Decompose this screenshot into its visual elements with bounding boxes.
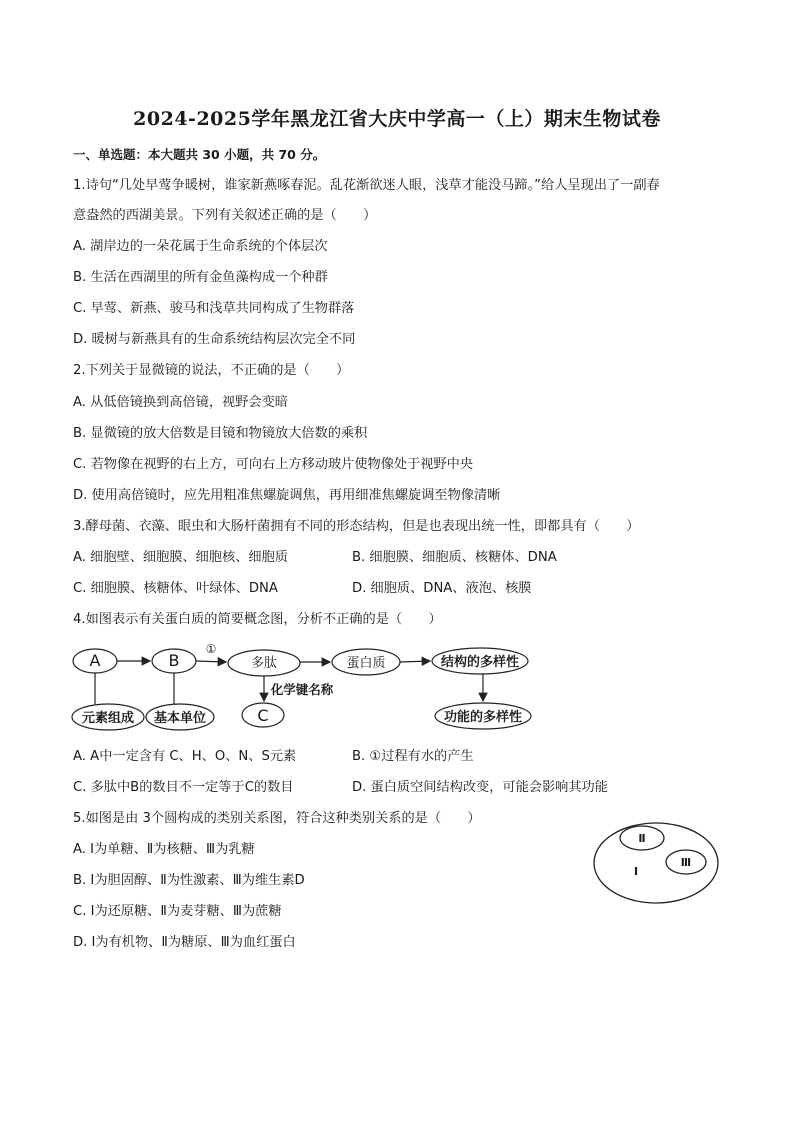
question-2-stem: 2.下列关于显微镜的说法，不正确的是（ ） (73, 363, 350, 378)
arrow-b-to-peptide (196, 661, 226, 662)
outer-circle-i (594, 823, 718, 903)
question-4-option-a: A. A中一定含有 C、H、O、N、S元素 (73, 749, 297, 764)
node-a-label: A (89, 651, 101, 670)
question-5-option-a: A. Ⅰ为单糖、Ⅱ为核糖、Ⅲ为乳糖 (73, 842, 255, 857)
arrow-protein-to-structure (400, 661, 430, 662)
structure-diversity-label: 结构的多样性 (440, 655, 520, 670)
question-1-option-a: A. 湖岸边的一朵花属于生命系统的个体层次 (73, 239, 328, 254)
label-iii: Ⅲ (680, 856, 692, 869)
question-1-stem-line-2: 意盎然的西湖美景。下列有关叙述正确的是（ ） (73, 208, 377, 223)
bond-name-label: 化学键名称 (270, 682, 334, 697)
question-3-option-d: D. 细胞质、DNA、液泡、核膜 (352, 581, 532, 596)
section-header: 一、单选题：本大题共 30 小题，共 70 分。 (73, 147, 326, 162)
basic-unit-label: 基本单位 (153, 711, 207, 726)
peptide-label: 多肽 (250, 656, 278, 671)
category-circles-diagram (586, 817, 726, 907)
question-5-stem: 5.如图是由 3个圆构成的类别关系图，符合这种类别关系的是（ ） (73, 811, 481, 826)
question-2-option-b: B. 显微镜的放大倍数是目镜和物镜放大倍数的乘积 (73, 426, 368, 441)
question-1-option-b: B. 生活在西湖里的所有金鱼藻构成一个种群 (73, 270, 328, 285)
question-3-option-c: C. 细胞膜、核糖体、叶绿体、DNA (73, 581, 278, 596)
function-diversity-label: 功能的多样性 (443, 710, 523, 725)
question-4-stem: 4.如图表示有关蛋白质的简要概念图，分析不正确的是（ ） (73, 612, 442, 627)
question-1-option-d: D. 暖树与新燕具有的生命系统结构层次完全不同 (73, 332, 356, 347)
protein-label: 蛋白质 (346, 656, 386, 671)
exam-title: 2024-2025学年黑龙江省大庆中学高一（上）期末生物试卷 (133, 108, 661, 130)
question-2-option-c: C. 若物像在视野的右上方，可向右上方移动玻片使物像处于视野中央 (73, 457, 474, 472)
process-mark: ① (205, 642, 217, 656)
node-b-label: B (168, 651, 180, 670)
question-5-option-d: D. Ⅰ为有机物、Ⅱ为糖原、Ⅲ为血红蛋白 (73, 935, 296, 950)
label-i: Ⅰ (633, 865, 639, 878)
question-4-option-b: B. ①过程有水的产生 (352, 749, 474, 764)
question-4-option-d: D. 蛋白质空间结构改变，可能会影响其功能 (352, 780, 608, 795)
question-1-stem-line-1: 1.诗句“几处早莺争暖树，谁家新燕啄春泥。乱花渐欲迷人眼，浅草才能没马蹄。”给人呈现出了一副春 (73, 178, 660, 193)
question-2-option-a: A. 从低倍镜换到高倍镜，视野会变暗 (73, 395, 288, 410)
element-composition-label: 元素组成 (81, 711, 135, 726)
question-3-stem: 3.酵母菌、衣藻、眼虫和大肠杆菌拥有不同的形态结构，但是也表现出统一性，即都具有（ ） (73, 519, 640, 534)
question-3-option-a: A. 细胞壁、细胞膜、细胞核、细胞质 (73, 550, 288, 565)
label-ii: Ⅱ (638, 832, 646, 845)
protein-concept-diagram (0, 637, 794, 737)
question-5-option-b: B. Ⅰ为胆固醇、Ⅱ为性激素、Ⅲ为维生素D (73, 873, 305, 888)
question-5-option-c: C. Ⅰ为还原糖、Ⅱ为麦芽糖、Ⅲ为蔗糖 (73, 904, 282, 919)
question-2-option-d: D. 使用高倍镜时，应先用粗准焦螺旋调焦，再用细准焦螺旋调至物像清晰 (73, 488, 501, 503)
node-c-label: C (257, 706, 269, 725)
question-3-option-b: B. 细胞膜、细胞质、核糖体、DNA (352, 550, 557, 565)
question-1-option-c: C. 早莺、新燕、骏马和浅草共同构成了生物群落 (73, 301, 355, 316)
question-4-option-c: C. 多肽中B的数目不一定等于C的数目 (73, 780, 294, 795)
